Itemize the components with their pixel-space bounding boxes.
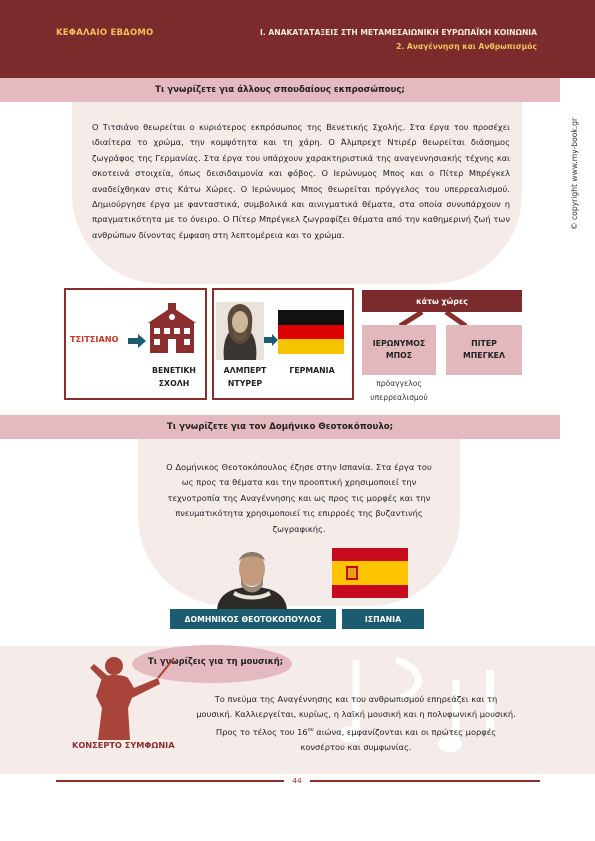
section1-question: Τι γνωρίζετε για άλλους σπουδαίους εκπροσώπους;	[155, 85, 405, 95]
el-greco-portrait	[213, 545, 291, 609]
el-greco-name-tag: ΔΟΜΗΝΙΚΟΣ ΘΕΟΤΟΚΟΠΟΥΛΟΣ	[170, 609, 336, 629]
section3-text-b: αιώνα, εμφανίζονται και οι πρώτες μορφές κονσέρτου και συμφωνίας.	[300, 726, 497, 752]
copyright-note: © copyright www.my-book.gr	[570, 117, 579, 230]
section2-text: Ο Δομήνικος Θεοτοκόπουλος έζησε στην Ισπανία. Στα έργα του ως προς τα θέματα και την προοπτική χρησιμοποιεί την τεχνοτροπία της Αναγέννησης και ως προς τις μορφές και την πνευματικότητα χρησιμοποιεί τις επιρροές της βυζαντινής ζωγραφικής.	[166, 462, 432, 534]
bruegel-box: ΠΙΤΕΡ ΜΠΕΓΚΕΛ	[446, 325, 522, 375]
page-header	[0, 0, 595, 78]
arrow-icon	[264, 334, 278, 346]
spain-tag: ΙΣΠΑΝΙΑ	[342, 609, 424, 629]
section3-text	[196, 692, 516, 755]
titian-label: ΤΣΙΤΣΙΑΝΟ	[70, 334, 119, 344]
superscript-ou: ου	[307, 726, 314, 733]
germany-flag-icon	[278, 310, 344, 354]
germany-label: ΓΕΡΜΑΝΙΑ	[289, 366, 335, 375]
spain-flag-icon	[332, 548, 408, 598]
durer-label: ΑΛΜΠΕΡΤ ΝΤΥΡΕΡ	[223, 366, 267, 388]
section3-text-a: Το πνεύμα της Αναγέννησης και του ανθρωπισμού επηρεάζει και τη μουσική. Καλλιεργείται, κυρίως, η λαϊκή μουσική και η πολυφωνική μουσική. Προς το τέλος του 16	[196, 694, 516, 737]
low-countries-tag: κάτω χώρες	[362, 290, 522, 312]
bosch-box: ΙΕΡΩΝΥΜΟΣ ΜΠΟΣ	[362, 325, 436, 375]
durer-portrait	[216, 302, 264, 360]
chapter-title: ΚΕΦΑΛΑΙΟ ΕΒΔΟΜΟ	[56, 28, 154, 38]
subsection-title: 2. Αναγέννηση και Ανθρωπισμός	[396, 42, 537, 51]
section2-question-bar	[0, 415, 560, 439]
page-number: 44	[292, 776, 302, 785]
section1-text: Ο Τιτσιάνο θεωρείται ο κυριότερος εκπρόσωπος της Βενετικής Σχολής. Στα έργα του προσέχει ιδιαίτερα το χρώμα, την κομψότητα και τη χάρη. Ο Άλμπρεχτ Ντιρέρ θεωρείται διάσημος ζωγράφος της Γερμανίας. Στα έργα του υπάρχουν χαρακτηριστικά της αναγεννησιακής τέχνης και σκοτεινά στοιχεία, όπως δεισιδαιμονία και φόβος. Ο Ιερώνυμος Μπος και ο Πίτερ Μπρέγκελ αναδείχθηκαν στις Κάτω Χώρες. Ο Ιερώνυμος Μπος θεωρείται πρόγγελος του υπερρεαλισμού. Δημιούργησε έργα με φανταστικά, συμβολικά και αινιγματικά θέματα, στα οποία συνυπάρχουν η πραγματικότητα με το όνειρο. Ο Πίτερ Μπρέγκελ ζωγραφίζει θέματα από την καθημερινή ζωή των ανθρώπων δίνοντας έμφαση στη λεπτομέρεια και το χρώμα.	[92, 122, 510, 240]
venetian-school-label: ΒΕΝΕΤΙΚΗ ΣΧΟΛΗ	[152, 366, 196, 388]
bosch-note: πρόαγγελος υπερρεαλισμού	[370, 379, 428, 402]
section2-question: Τι γνωρίζετε για τον Δομήνικο Θεοτοκόπουλο;	[166, 422, 394, 432]
section1-question-bar	[0, 78, 560, 102]
section-title: I. ΑΝΑΚΑΤΑΤΑΞΕΙΣ ΣΤΗ ΜΕΤΑΜΕΣΑΙΩΝΙΚΗ ΕΥΡΩΠΑΪΚΗ ΚΟΙΝΩΝΙΑ	[260, 28, 537, 37]
conductor-icon	[88, 648, 178, 740]
school-building-icon	[144, 303, 200, 355]
section3-question: Τι γνωρίζεις για τη μουσική;	[148, 656, 284, 666]
concert-caption: ΚΟΝΣΕΡΤΟ ΣΥΜΦΩΝΙΑ	[72, 740, 175, 750]
